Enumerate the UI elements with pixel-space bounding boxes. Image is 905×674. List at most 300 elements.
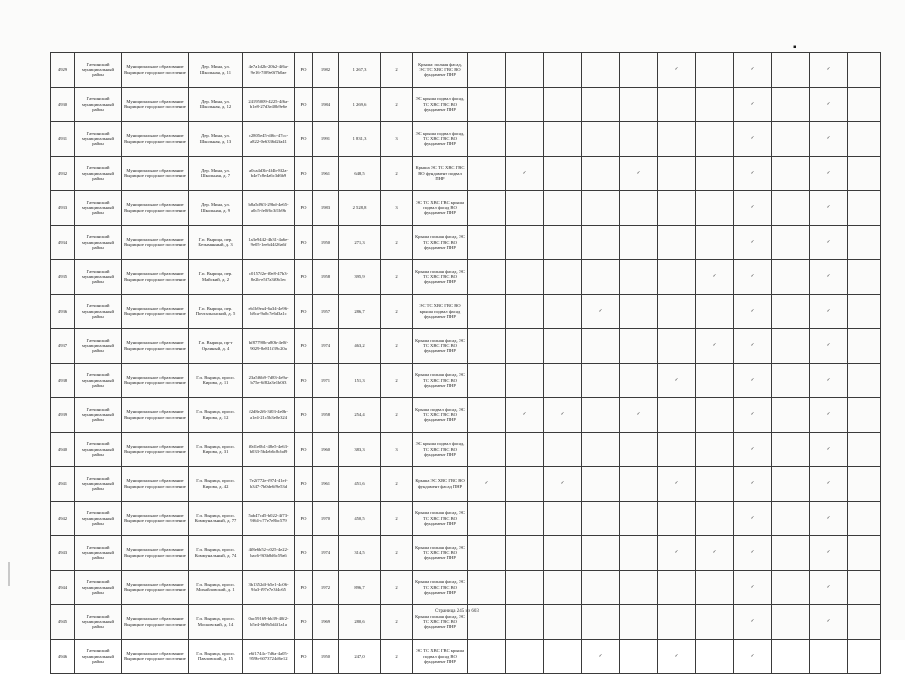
material-cell: РО	[295, 363, 313, 398]
checkmark-cell	[544, 639, 582, 674]
works-cell: Крыша полная фасад, ЭС ТС ХВС ГВС ВО фундамент ПНР	[413, 225, 468, 260]
settlement-cell: Муниципальное образование Вырицкое городское поселение	[122, 432, 189, 467]
works-cell: Крыша полная фасад, ЭС ТС ХВС ГВС ВО фундамент ПНР	[413, 570, 468, 605]
checkmark-cell	[696, 53, 734, 88]
works-cell: Крыша ЭС ХВС ГВС ВО фундамент фасад ПНР	[413, 467, 468, 502]
material-cell: РО	[295, 53, 313, 88]
checkmark-cell: ✓	[544, 467, 582, 502]
floors-cell: 2	[381, 363, 413, 398]
checkmark-cell: ✓	[658, 467, 696, 502]
checkmark-cell	[506, 432, 544, 467]
guid-cell: c0157f2e-f0e8-47b3-8e2b-e5f7a3f0b1ec	[243, 260, 295, 295]
works-cell: Крыша: полная фасад, ЭС ТС ХВС ГВС ВО фундамент ПНР	[413, 53, 468, 88]
checkmark-cell	[848, 122, 881, 157]
checkmark-cell: ✓	[734, 432, 772, 467]
checkmark-cell	[658, 156, 696, 191]
checkmark-cell	[620, 536, 658, 571]
checkmark-cell: ✓	[810, 294, 848, 329]
guid-cell: f0d1e0b1-48e5-4e63-b033-5b4eb6c8cbd9	[243, 432, 295, 467]
table-row	[51, 363, 881, 398]
area-cell: 463,2	[339, 329, 381, 364]
row-number-cell: 4937	[51, 329, 75, 364]
checkmark-cell	[696, 122, 734, 157]
checkmark-cell	[544, 191, 582, 226]
district-cell: Гатчинский муниципальный район	[75, 260, 122, 295]
checkmark-cell: ✓	[734, 501, 772, 536]
works-cell: Крыша полная фасад, ЭС ТС ХВС ГВС ВО фундамент ПНР	[413, 605, 468, 640]
guid-cell: f2d8e2f6-3f03-4e0b-a1e4-21c5b3e0e324	[243, 398, 295, 433]
checkmark-cell	[544, 87, 582, 122]
checkmark-cell	[696, 570, 734, 605]
checkmark-cell	[544, 156, 582, 191]
year-cell: 1950	[313, 639, 339, 674]
address-cell: Г.п. Вырица, просп. Кирова, д. 31	[189, 432, 243, 467]
checkmark-cell	[658, 87, 696, 122]
checkmark-cell	[772, 570, 810, 605]
year-cell: 1960	[313, 432, 339, 467]
checkmark-cell: ✓	[734, 398, 772, 433]
checkmark-cell	[620, 260, 658, 295]
checkmark-cell	[848, 570, 881, 605]
checkmark-cell	[506, 467, 544, 502]
area-cell: 286,7	[339, 294, 381, 329]
guid-cell: b8a5d9f3-29bd-4e65-a0c5-fe0f6c3f1b9b	[243, 191, 295, 226]
district-cell: Гатчинский муниципальный район	[75, 467, 122, 502]
district-cell: Гатчинский муниципальный район	[75, 156, 122, 191]
row-number-cell: 4938	[51, 363, 75, 398]
checkmark-cell	[582, 53, 620, 88]
year-cell: 1961	[313, 467, 339, 502]
material-cell: РО	[295, 570, 313, 605]
checkmark-cell	[506, 191, 544, 226]
table-row	[51, 156, 881, 191]
year-cell: 1957	[313, 294, 339, 329]
checkmark-cell	[848, 398, 881, 433]
checkmark-cell	[696, 156, 734, 191]
checkmark-cell	[544, 536, 582, 571]
district-cell: Гатчинский муниципальный район	[75, 122, 122, 157]
works-cell: ЭС ТС ХВС ГВС ВО крыша подвал фасад фундамент ПНР	[413, 294, 468, 329]
checkmark-cell	[658, 605, 696, 640]
checkmark-cell	[620, 639, 658, 674]
checkmark-cell	[620, 294, 658, 329]
year-cell: 1971	[313, 363, 339, 398]
row-number-cell: 4946	[51, 639, 75, 674]
settlement-cell: Муниципальное образование Вырицкое городское поселение	[122, 156, 189, 191]
district-cell: Гатчинский муниципальный район	[75, 225, 122, 260]
material-cell: РО	[295, 467, 313, 502]
checkmark-cell	[772, 122, 810, 157]
page-footer: Страница 245 из 603	[435, 609, 479, 614]
district-cell: Гатчинский муниципальный район	[75, 570, 122, 605]
checkmark-cell: ✓	[810, 501, 848, 536]
checkmark-cell	[582, 260, 620, 295]
area-cell: 395,9	[339, 260, 381, 295]
checkmark-cell: ✓	[810, 225, 848, 260]
floors-cell: 2	[381, 605, 413, 640]
guid-cell: 23a5f6b9-7d83-4e9a-b75e-6f82a3e1b0f3	[243, 363, 295, 398]
row-number-cell: 4942	[51, 501, 75, 536]
checkmark-cell	[582, 536, 620, 571]
checkmark-cell	[848, 156, 881, 191]
checkmark-cell: ✓	[734, 570, 772, 605]
material-cell: РО	[295, 87, 313, 122]
table-row	[51, 329, 881, 364]
settlement-cell: Муниципальное образование Вырицкое городское поселение	[122, 191, 189, 226]
table-row	[51, 398, 881, 433]
address-cell: Дер. Мина, ул. Школьная, д. 7	[189, 156, 243, 191]
checkmark-cell	[772, 329, 810, 364]
row-number-cell: 4931	[51, 122, 75, 157]
year-cell: 1972	[313, 570, 339, 605]
table-row	[51, 432, 881, 467]
address-cell: Дер. Мина, ул. Школьная, д. 9	[189, 191, 243, 226]
material-cell: РО	[295, 536, 313, 571]
checkmark-cell	[696, 191, 734, 226]
checkmark-cell	[658, 122, 696, 157]
checkmark-cell	[848, 87, 881, 122]
year-cell: 1983	[313, 191, 339, 226]
floors-cell: 2	[381, 87, 413, 122]
floors-cell: 3	[381, 432, 413, 467]
guid-cell: 4f8e6b52-c025-4e22-bac6-9f3b8d6c59a6	[243, 536, 295, 571]
year-cell: 1991	[313, 122, 339, 157]
checkmark-cell: ✓	[620, 156, 658, 191]
checkmark-cell	[848, 329, 881, 364]
checkmark-cell	[506, 536, 544, 571]
checkmark-cell	[506, 53, 544, 88]
housing-register-table	[50, 52, 881, 674]
table-row	[51, 639, 881, 674]
district-cell: Гатчинский муниципальный район	[75, 398, 122, 433]
checkmark-cell	[582, 501, 620, 536]
address-cell: Дер. Мина, ул. Школьная, д. 12	[189, 87, 243, 122]
checkmark-cell	[582, 570, 620, 605]
address-cell: Г.п. Вырица, пер. Почтальонский, д. 5	[189, 294, 243, 329]
area-cell: 1 267,3	[339, 53, 381, 88]
row-number-cell: 4934	[51, 225, 75, 260]
checkmark-cell	[696, 467, 734, 502]
address-cell: Г.п. Вырица, пер. Майский, д. 2	[189, 260, 243, 295]
checkmark-cell	[848, 53, 881, 88]
works-cell: Крыша полная фасад, ЭС ТС ХВС ГВС ВО фундамент ПНР	[413, 536, 468, 571]
checkmark-cell	[772, 53, 810, 88]
checkmark-cell	[544, 260, 582, 295]
checkmark-cell	[696, 294, 734, 329]
settlement-cell: Муниципальное образование Вырицкое городское поселение	[122, 605, 189, 640]
checkmark-cell	[620, 329, 658, 364]
checkmark-cell: ✓	[810, 53, 848, 88]
table-row	[51, 570, 881, 605]
checkmark-cell: ✓	[810, 122, 848, 157]
checkmark-cell	[506, 260, 544, 295]
row-number-cell: 4941	[51, 467, 75, 502]
checkmark-cell: ✓	[506, 398, 544, 433]
checkmark-cell	[848, 467, 881, 502]
settlement-cell: Муниципальное образование Вырицкое городское поселение	[122, 501, 189, 536]
checkmark-cell: ✓	[810, 260, 848, 295]
material-cell: РО	[295, 225, 313, 260]
checkmark-cell: ✓	[734, 363, 772, 398]
address-cell: Г.п. Вырица, просп. Кирова, д. 12	[189, 398, 243, 433]
address-cell: Дер. Мина, ул. Школьная, д. 11	[189, 53, 243, 88]
district-cell: Гатчинский муниципальный район	[75, 329, 122, 364]
checkmark-cell	[696, 432, 734, 467]
checkmark-cell: ✓	[582, 294, 620, 329]
checkmark-cell	[468, 570, 506, 605]
row-number-cell: 4945	[51, 605, 75, 640]
checkmark-cell	[544, 225, 582, 260]
table-row	[51, 53, 881, 88]
settlement-cell: Муниципальное образование Вырицкое городское поселение	[122, 225, 189, 260]
checkmark-cell: ✓	[506, 156, 544, 191]
checkmark-cell	[772, 363, 810, 398]
area-cell: 1 831,3	[339, 122, 381, 157]
scan-edge-mark	[8, 562, 10, 586]
checkmark-cell	[772, 87, 810, 122]
year-cell: 1950	[313, 225, 339, 260]
checkmark-cell	[620, 605, 658, 640]
floors-cell: 3	[381, 122, 413, 157]
floors-cell: 2	[381, 225, 413, 260]
checkmark-cell	[620, 87, 658, 122]
checkmark-cell: ✓	[810, 605, 848, 640]
row-number-cell: 4932	[51, 156, 75, 191]
row-number-cell: 4936	[51, 294, 75, 329]
floors-cell: 3	[381, 191, 413, 226]
checkmark-cell	[848, 225, 881, 260]
checkmark-cell: ✓	[810, 432, 848, 467]
checkmark-cell	[620, 225, 658, 260]
row-number-cell: 4935	[51, 260, 75, 295]
address-cell: Г.п. Вырица, просп. Михайловский, д. 1	[189, 570, 243, 605]
works-cell: ЭС крыша подвал фасад, ТС ХВС ГВС ВО фундамент ПНР	[413, 87, 468, 122]
checkmark-cell	[582, 363, 620, 398]
guid-cell: 1a3e9442-4b31-4a6e-9e05-1eeb44f26a6f	[243, 225, 295, 260]
checkmark-cell	[658, 260, 696, 295]
checkmark-cell	[544, 294, 582, 329]
checkmark-cell	[848, 605, 881, 640]
year-cell: 1958	[313, 260, 339, 295]
checkmark-cell	[696, 363, 734, 398]
checkmark-cell	[582, 605, 620, 640]
checkmark-cell	[468, 191, 506, 226]
settlement-cell: Муниципальное образование Вырицкое городское поселение	[122, 536, 189, 571]
material-cell: РО	[295, 156, 313, 191]
checkmark-cell	[772, 467, 810, 502]
checkmark-cell	[772, 225, 810, 260]
checkmark-cell	[696, 639, 734, 674]
checkmark-cell: ✓	[696, 260, 734, 295]
checkmark-cell: ✓	[734, 329, 772, 364]
checkmark-cell: ✓	[810, 570, 848, 605]
guid-cell: 5ab47cd5-b022-4f73-9f64-c77e7e8bc579	[243, 501, 295, 536]
row-number-cell: 4939	[51, 398, 75, 433]
settlement-cell: Муниципальное образование Вырицкое городское поселение	[122, 260, 189, 295]
checkmark-cell	[468, 329, 506, 364]
floors-cell: 2	[381, 398, 413, 433]
checkmark-cell	[620, 570, 658, 605]
settlement-cell: Муниципальное образование Вырицкое городское поселение	[122, 329, 189, 364]
checkmark-cell	[468, 398, 506, 433]
checkmark-cell	[620, 467, 658, 502]
district-cell: Гатчинский муниципальный район	[75, 605, 122, 640]
checkmark-cell	[544, 53, 582, 88]
checkmark-cell	[468, 639, 506, 674]
checkmark-cell: ✓	[468, 467, 506, 502]
floors-cell: 2	[381, 501, 413, 536]
checkmark-cell: ✓	[734, 260, 772, 295]
checkmark-cell	[620, 191, 658, 226]
area-cell: 271,3	[339, 225, 381, 260]
settlement-cell: Муниципальное образование Вырицкое городское поселение	[122, 122, 189, 157]
row-number-cell: 4940	[51, 432, 75, 467]
year-cell: 1974	[313, 329, 339, 364]
material-cell: РО	[295, 191, 313, 226]
table-row	[51, 122, 881, 157]
material-cell: РО	[295, 294, 313, 329]
checkmark-cell	[772, 260, 810, 295]
checkmark-cell	[582, 122, 620, 157]
row-number-cell: 4943	[51, 536, 75, 571]
checkmark-cell: ✓	[810, 87, 848, 122]
checkmark-cell: ✓	[658, 536, 696, 571]
settlement-cell: Муниципальное образование Вырицкое городское поселение	[122, 570, 189, 605]
area-cell: 451,6	[339, 467, 381, 502]
checkmark-cell: ✓	[734, 639, 772, 674]
year-cell: 1970	[313, 501, 339, 536]
material-cell: РО	[295, 605, 313, 640]
checkmark-cell: ✓	[810, 191, 848, 226]
address-cell: Дер. Мина, ул. Школьная, д. 13	[189, 122, 243, 157]
checkmark-cell	[506, 363, 544, 398]
checkmark-cell	[848, 639, 881, 674]
checkmark-cell	[506, 294, 544, 329]
checkmark-cell	[696, 87, 734, 122]
checkmark-cell	[658, 294, 696, 329]
checkmark-cell	[658, 570, 696, 605]
checkmark-cell: ✓	[810, 467, 848, 502]
district-cell: Гатчинский муниципальный район	[75, 191, 122, 226]
checkmark-cell	[506, 501, 544, 536]
checkmark-cell	[658, 225, 696, 260]
works-cell: ЭС крыша подвал фасад, ТС ХВС ГВС ВО фундамент ПНР	[413, 432, 468, 467]
checkmark-cell	[582, 87, 620, 122]
guid-cell: c2805e45-df6c-47cc-a822-0e6336d2fa41	[243, 122, 295, 157]
checkmark-cell: ✓	[734, 122, 772, 157]
guid-cell: bf87790b-a80b-4e0f-9029-8e811f39c20a	[243, 329, 295, 364]
guid-cell: 24195009-4225-4f6a-b1e8-27d3e40b9e6e	[243, 87, 295, 122]
checkmark-cell	[772, 639, 810, 674]
material-cell: РО	[295, 329, 313, 364]
floors-cell: 2	[381, 536, 413, 571]
table-row	[51, 87, 881, 122]
area-cell: 151,3	[339, 363, 381, 398]
row-number-cell: 4933	[51, 191, 75, 226]
table-row	[51, 294, 881, 329]
address-cell: Г.п. Вырица, пер. Безымянный, д. 3	[189, 225, 243, 260]
area-cell: 314,5	[339, 536, 381, 571]
district-cell: Гатчинский муниципальный район	[75, 363, 122, 398]
material-cell: РО	[295, 501, 313, 536]
checkmark-cell: ✓	[810, 329, 848, 364]
checkmark-cell	[544, 432, 582, 467]
checkmark-cell	[544, 363, 582, 398]
checkmark-cell	[848, 536, 881, 571]
checkmark-cell	[696, 398, 734, 433]
year-cell: 1982	[313, 53, 339, 88]
checkmark-cell: ✓	[810, 536, 848, 571]
checkmark-cell	[506, 605, 544, 640]
area-cell: 383,3	[339, 432, 381, 467]
checkmark-cell	[468, 501, 506, 536]
table-row	[51, 467, 881, 502]
works-cell: Крыша ЭС ТС ХВС ГВС ВО фундамент подвал ПНР	[413, 156, 468, 191]
district-cell: Гатчинский муниципальный район	[75, 53, 122, 88]
settlement-cell: Муниципальное образование Вырицкое городское поселение	[122, 87, 189, 122]
row-number-cell: 4929	[51, 53, 75, 88]
works-cell: ЭС ТС ХВС ГВС крыша подвал фасад ВО фундамент ПНР	[413, 639, 468, 674]
checkmark-cell	[506, 87, 544, 122]
address-cell: Г.п. Вырица, пр-т Орлиный, д. 4	[189, 329, 243, 364]
guid-cell: 3b1352df-b5e1-4c06-9fa3-f97e7e3f4c65	[243, 570, 295, 605]
checkmark-cell	[582, 432, 620, 467]
area-cell: 896,7	[339, 570, 381, 605]
checkmark-cell	[468, 536, 506, 571]
checkmark-cell: ✓	[734, 225, 772, 260]
checkmark-cell	[620, 363, 658, 398]
floors-cell: 2	[381, 53, 413, 88]
checkmark-cell	[468, 53, 506, 88]
checkmark-cell: ✓	[658, 363, 696, 398]
checkmark-cell: ✓	[620, 398, 658, 433]
checkmark-cell: ✓	[582, 639, 620, 674]
checkmark-cell	[658, 191, 696, 226]
checkmark-cell	[658, 398, 696, 433]
checkmark-cell: ✓	[734, 536, 772, 571]
checkmark-cell	[506, 225, 544, 260]
address-cell: Г.п. Вырица, просп. Кирова, д. 42	[189, 467, 243, 502]
checkmark-cell	[848, 363, 881, 398]
address-cell: Г.п. Вырица, просп. Московский, д. 14	[189, 605, 243, 640]
area-cell: 450,5	[339, 501, 381, 536]
material-cell: РО	[295, 122, 313, 157]
checkmark-cell	[582, 225, 620, 260]
floors-cell: 2	[381, 467, 413, 502]
settlement-cell: Муниципальное образование Вырицкое городское поселение	[122, 363, 189, 398]
checkmark-cell	[468, 122, 506, 157]
area-cell: 280,6	[339, 605, 381, 640]
checkmark-cell: ✓	[810, 156, 848, 191]
checkmark-cell	[468, 294, 506, 329]
checkmark-cell	[772, 432, 810, 467]
address-cell: Г.п. Вырица, просп. Павловский, д. 15	[189, 639, 243, 674]
floors-cell: 2	[381, 329, 413, 364]
area-cell: 1 269,6	[339, 87, 381, 122]
works-cell: Крыша полная фасад, ЭС ТС ХВС ГВС ВО фундамент ПНР	[413, 260, 468, 295]
checkmark-cell	[468, 363, 506, 398]
checkmark-cell: ✓	[696, 536, 734, 571]
settlement-cell: Муниципальное образование Вырицкое городское поселение	[122, 53, 189, 88]
checkmark-cell	[582, 467, 620, 502]
checkmark-cell	[658, 432, 696, 467]
checkmark-cell	[772, 605, 810, 640]
checkmark-cell: ✓	[734, 191, 772, 226]
works-cell: Крыша полная фасад, ЭС ТС ХВС ГВС ВО фундамент ПНР	[413, 501, 468, 536]
material-cell: РО	[295, 398, 313, 433]
checkmark-cell	[582, 191, 620, 226]
settlement-cell: Муниципальное образование Вырицкое городское поселение	[122, 294, 189, 329]
